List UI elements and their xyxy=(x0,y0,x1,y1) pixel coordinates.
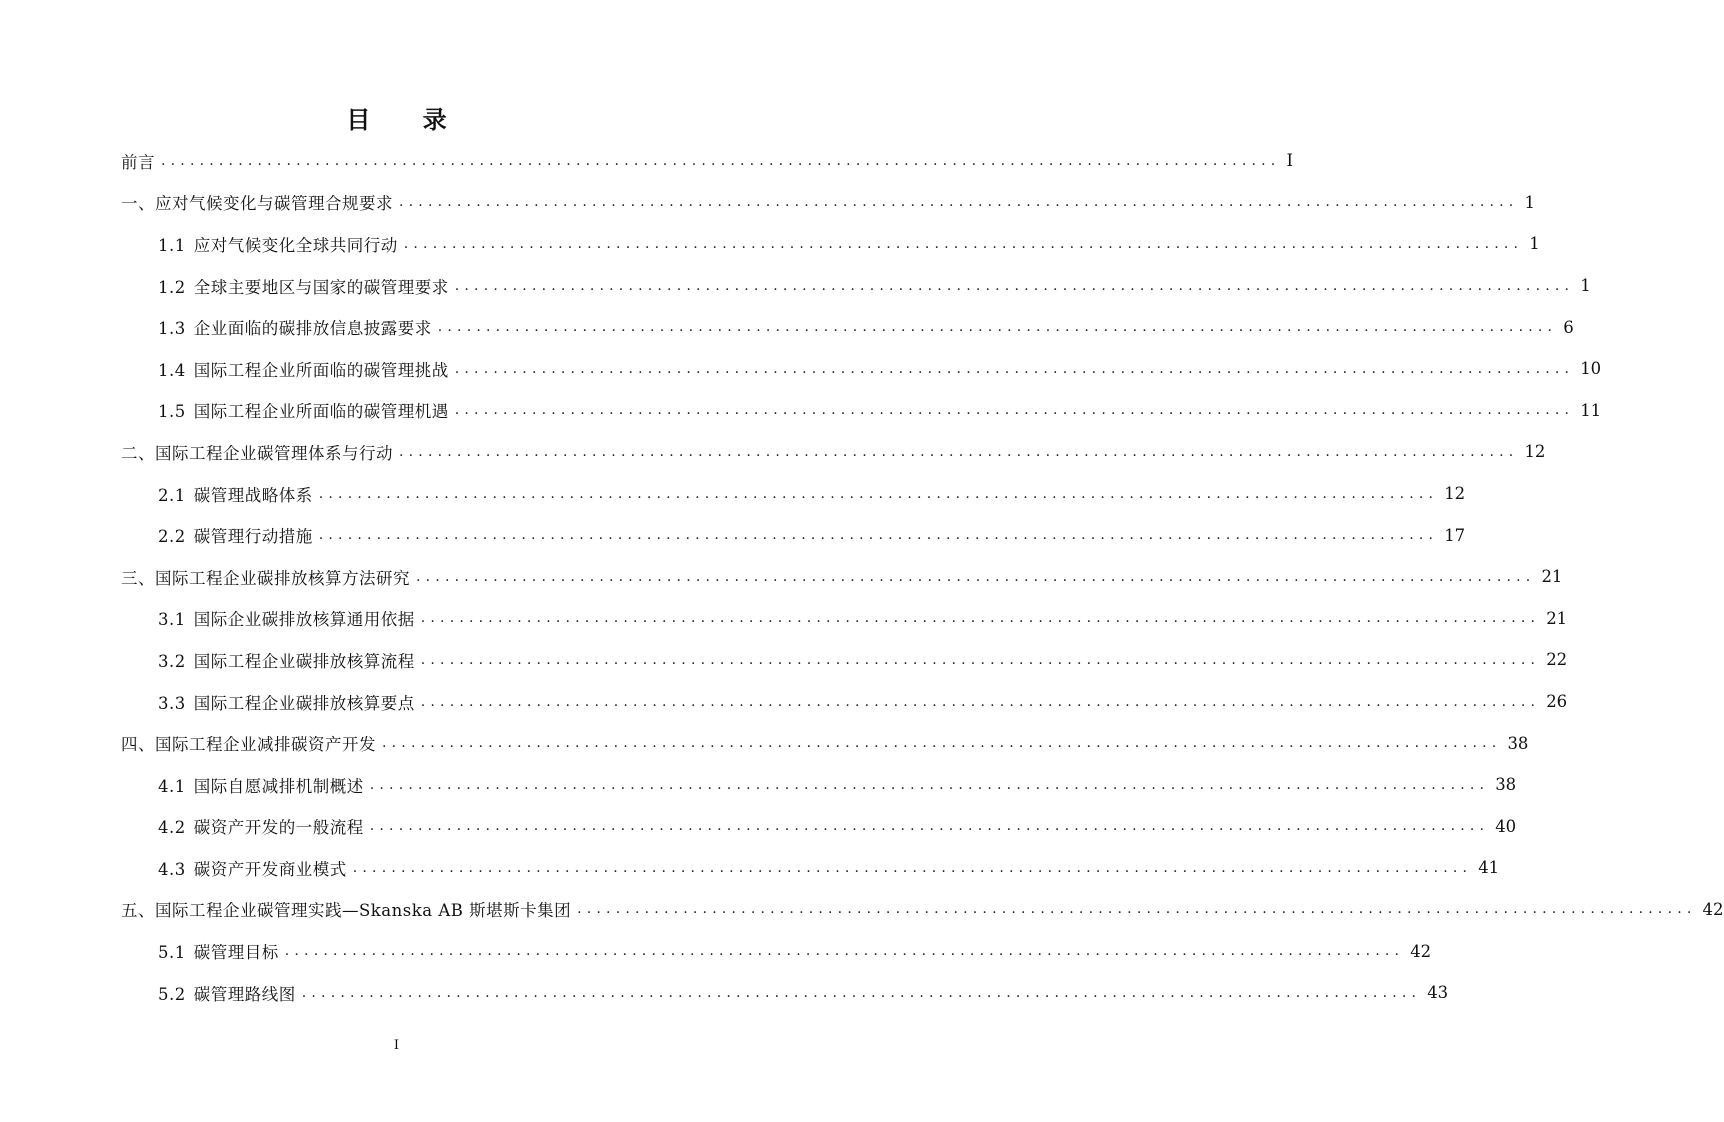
toc-entry-number: 1.4 xyxy=(158,360,186,380)
document-title: 目 录 xyxy=(346,105,469,134)
toc-entry-page: 6 xyxy=(1563,317,1574,337)
toc-entry-text: 国际自愿减排机制概述 xyxy=(193,776,364,796)
toc-entry-label xyxy=(158,274,449,298)
toc-entry-page: I xyxy=(1286,151,1293,171)
toc-entry[interactable] xyxy=(121,348,1602,390)
dot-leader: .................................................................................................................... xyxy=(577,901,1697,918)
dot-leader: .................................................................................................................... xyxy=(352,859,1473,876)
toc-entry-page: 26 xyxy=(1546,692,1568,712)
toc-entry[interactable] xyxy=(121,431,1546,473)
toc-entry-page: 42 xyxy=(1410,941,1432,961)
toc-entry-label xyxy=(158,315,432,339)
dot-leader: .................................................................................................................... xyxy=(420,651,1541,668)
dot-leader: .................................................................................................................... xyxy=(403,235,1524,252)
dot-leader: .................................................................................................................... xyxy=(420,693,1541,710)
toc-entry-number: 3.3 xyxy=(158,693,186,713)
toc-entry[interactable] xyxy=(121,514,1466,556)
toc-entry-text: 四、国际工程企业减排碳资产开发 xyxy=(121,735,376,755)
toc-entry-text: 一、应对气候变化与碳管理合规要求 xyxy=(121,194,393,214)
toc-entry-text: 三、国际工程企业碳排放核算方法研究 xyxy=(121,568,410,588)
toc-entry-page: 38 xyxy=(1495,775,1517,795)
toc-entry-label xyxy=(121,565,410,589)
page-number-footer: I xyxy=(393,1038,400,1053)
toc-entry-page: 38 xyxy=(1507,733,1529,753)
toc-entry-page: 41 xyxy=(1478,858,1500,878)
table-of-contents xyxy=(121,140,1724,1013)
toc-entry-page: 21 xyxy=(1546,608,1568,628)
toc-entry-page: 12 xyxy=(1524,442,1546,462)
toc-entry-page: 21 xyxy=(1541,567,1563,587)
dot-leader: .................................................................................................................... xyxy=(301,984,1422,1001)
toc-entry[interactable] xyxy=(121,722,1529,764)
toc-entry[interactable] xyxy=(121,182,1535,224)
toc-entry-number: 4.1 xyxy=(158,776,186,796)
toc-entry-number: 4.3 xyxy=(158,859,186,879)
toc-entry-number: 1.3 xyxy=(158,319,186,339)
toc-entry-label xyxy=(121,190,393,214)
toc-entry-text: 碳资产开发的一般流程 xyxy=(193,818,364,838)
dot-leader: .................................................................................................................... xyxy=(399,194,1519,211)
toc-entry[interactable] xyxy=(121,764,1517,806)
toc-entry-number: 2.2 xyxy=(158,527,186,547)
toc-entry-page: 43 xyxy=(1427,983,1449,1003)
toc-entry-number: 5.1 xyxy=(158,943,186,963)
dot-leader: .................................................................................................................... xyxy=(416,568,1536,585)
dot-leader: .................................................................................................................... xyxy=(437,319,1558,336)
toc-entry-text: 全球主要地区与国家的碳管理要求 xyxy=(193,277,449,297)
toc-entry-label xyxy=(121,731,376,755)
toc-entry-text: 应对气候变化全球共同行动 xyxy=(193,235,398,255)
toc-entry-label xyxy=(121,149,155,173)
toc-entry-number: 4.2 xyxy=(158,818,186,838)
toc-entry-text: 国际工程企业所面临的碳管理机遇 xyxy=(193,402,449,422)
toc-entry[interactable] xyxy=(121,681,1568,723)
toc-entry-number: 1.1 xyxy=(158,235,186,255)
toc-entry-number: 3.2 xyxy=(158,651,186,671)
toc-entry-text: 国际工程企业碳排放核算要点 xyxy=(193,693,415,713)
toc-entry-text: 二、国际工程企业碳管理体系与行动 xyxy=(121,443,393,463)
dot-leader: .................................................................................................................... xyxy=(369,818,1490,835)
toc-entry-text: 碳管理战略体系 xyxy=(193,485,313,505)
toc-entry-label xyxy=(158,939,279,963)
toc-entry-label xyxy=(158,606,415,630)
toc-entry-label xyxy=(158,523,313,547)
toc-entry-page: 11 xyxy=(1580,400,1602,420)
toc-entry-label xyxy=(121,897,571,921)
toc-entry-label xyxy=(158,981,296,1005)
toc-entry-text: 碳资产开发商业模式 xyxy=(193,859,347,879)
toc-entry-label xyxy=(158,814,364,838)
toc-entry-label xyxy=(158,856,347,880)
toc-entry-number: 1.5 xyxy=(158,402,186,422)
toc-entry-text: 企业面临的碳排放信息披露要求 xyxy=(193,319,432,339)
toc-entry-page: 10 xyxy=(1580,359,1602,379)
toc-entry[interactable] xyxy=(121,556,1563,598)
toc-entry-page: 17 xyxy=(1444,525,1466,545)
dot-leader: .................................................................................................................... xyxy=(382,735,1502,752)
toc-entry-text: 五、国际工程企业碳管理实践—Skanska AB 斯堪斯卡集团 xyxy=(121,901,572,921)
dot-leader: .................................................................................................................... xyxy=(454,402,1575,419)
toc-entry[interactable] xyxy=(121,889,1724,931)
toc-entry-label xyxy=(158,482,313,506)
dot-leader: .................................................................................................................... xyxy=(161,152,1281,169)
toc-entry[interactable] xyxy=(121,847,1500,889)
toc-entry-label xyxy=(121,440,393,464)
toc-entry[interactable] xyxy=(121,972,1449,1014)
toc-entry[interactable] xyxy=(121,930,1432,972)
toc-entry-number: 5.2 xyxy=(158,984,186,1004)
toc-entry-page: 12 xyxy=(1444,484,1466,504)
toc-entry[interactable] xyxy=(121,265,1591,307)
dot-leader: .................................................................................................................... xyxy=(454,360,1575,377)
toc-entry-page: 1 xyxy=(1524,192,1535,212)
dot-leader: .................................................................................................................... xyxy=(369,776,1490,793)
toc-entry-label xyxy=(158,690,415,714)
toc-entry[interactable] xyxy=(121,306,1574,348)
toc-entry-text: 碳管理目标 xyxy=(193,943,279,963)
toc-entry-label xyxy=(158,357,449,381)
toc-entry[interactable] xyxy=(121,473,1466,515)
toc-entry-number: 1.2 xyxy=(158,277,186,297)
toc-entry[interactable] xyxy=(121,806,1517,848)
toc-entry-page: 42 xyxy=(1702,899,1724,919)
toc-entry-text: 碳管理路线图 xyxy=(193,984,296,1004)
toc-entry-text: 国际工程企业所面临的碳管理挑战 xyxy=(193,360,449,380)
toc-entry-text: 前言 xyxy=(121,152,155,172)
dot-leader: .................................................................................................................... xyxy=(420,610,1541,627)
toc-entry-text: 国际企业碳排放核算通用依据 xyxy=(193,610,415,630)
toc-entry[interactable] xyxy=(121,140,1293,182)
dot-leader: .................................................................................................................... xyxy=(454,277,1575,294)
dot-leader: .................................................................................................................... xyxy=(318,527,1439,544)
toc-entry[interactable] xyxy=(121,390,1602,432)
toc-entry[interactable] xyxy=(121,598,1568,640)
dot-leader: .................................................................................................................... xyxy=(318,485,1439,502)
toc-entry-label xyxy=(158,773,364,797)
toc-entry-page: 1 xyxy=(1580,276,1591,296)
toc-entry-label xyxy=(158,398,449,422)
toc-entry[interactable] xyxy=(121,639,1568,681)
dot-leader: .................................................................................................................... xyxy=(399,443,1519,460)
toc-entry-number: 2.1 xyxy=(158,485,186,505)
toc-entry-text: 碳管理行动措施 xyxy=(193,527,313,547)
toc-entry-number: 3.1 xyxy=(158,610,186,630)
toc-entry-page: 1 xyxy=(1529,234,1540,254)
toc-entry[interactable] xyxy=(121,223,1540,265)
toc-entry-label xyxy=(158,648,415,672)
toc-entry-page: 22 xyxy=(1546,650,1568,670)
dot-leader: .................................................................................................................... xyxy=(284,943,1405,960)
toc-entry-text: 国际工程企业碳排放核算流程 xyxy=(193,651,415,671)
toc-entry-label xyxy=(158,232,398,256)
toc-entry-page: 40 xyxy=(1495,816,1517,836)
